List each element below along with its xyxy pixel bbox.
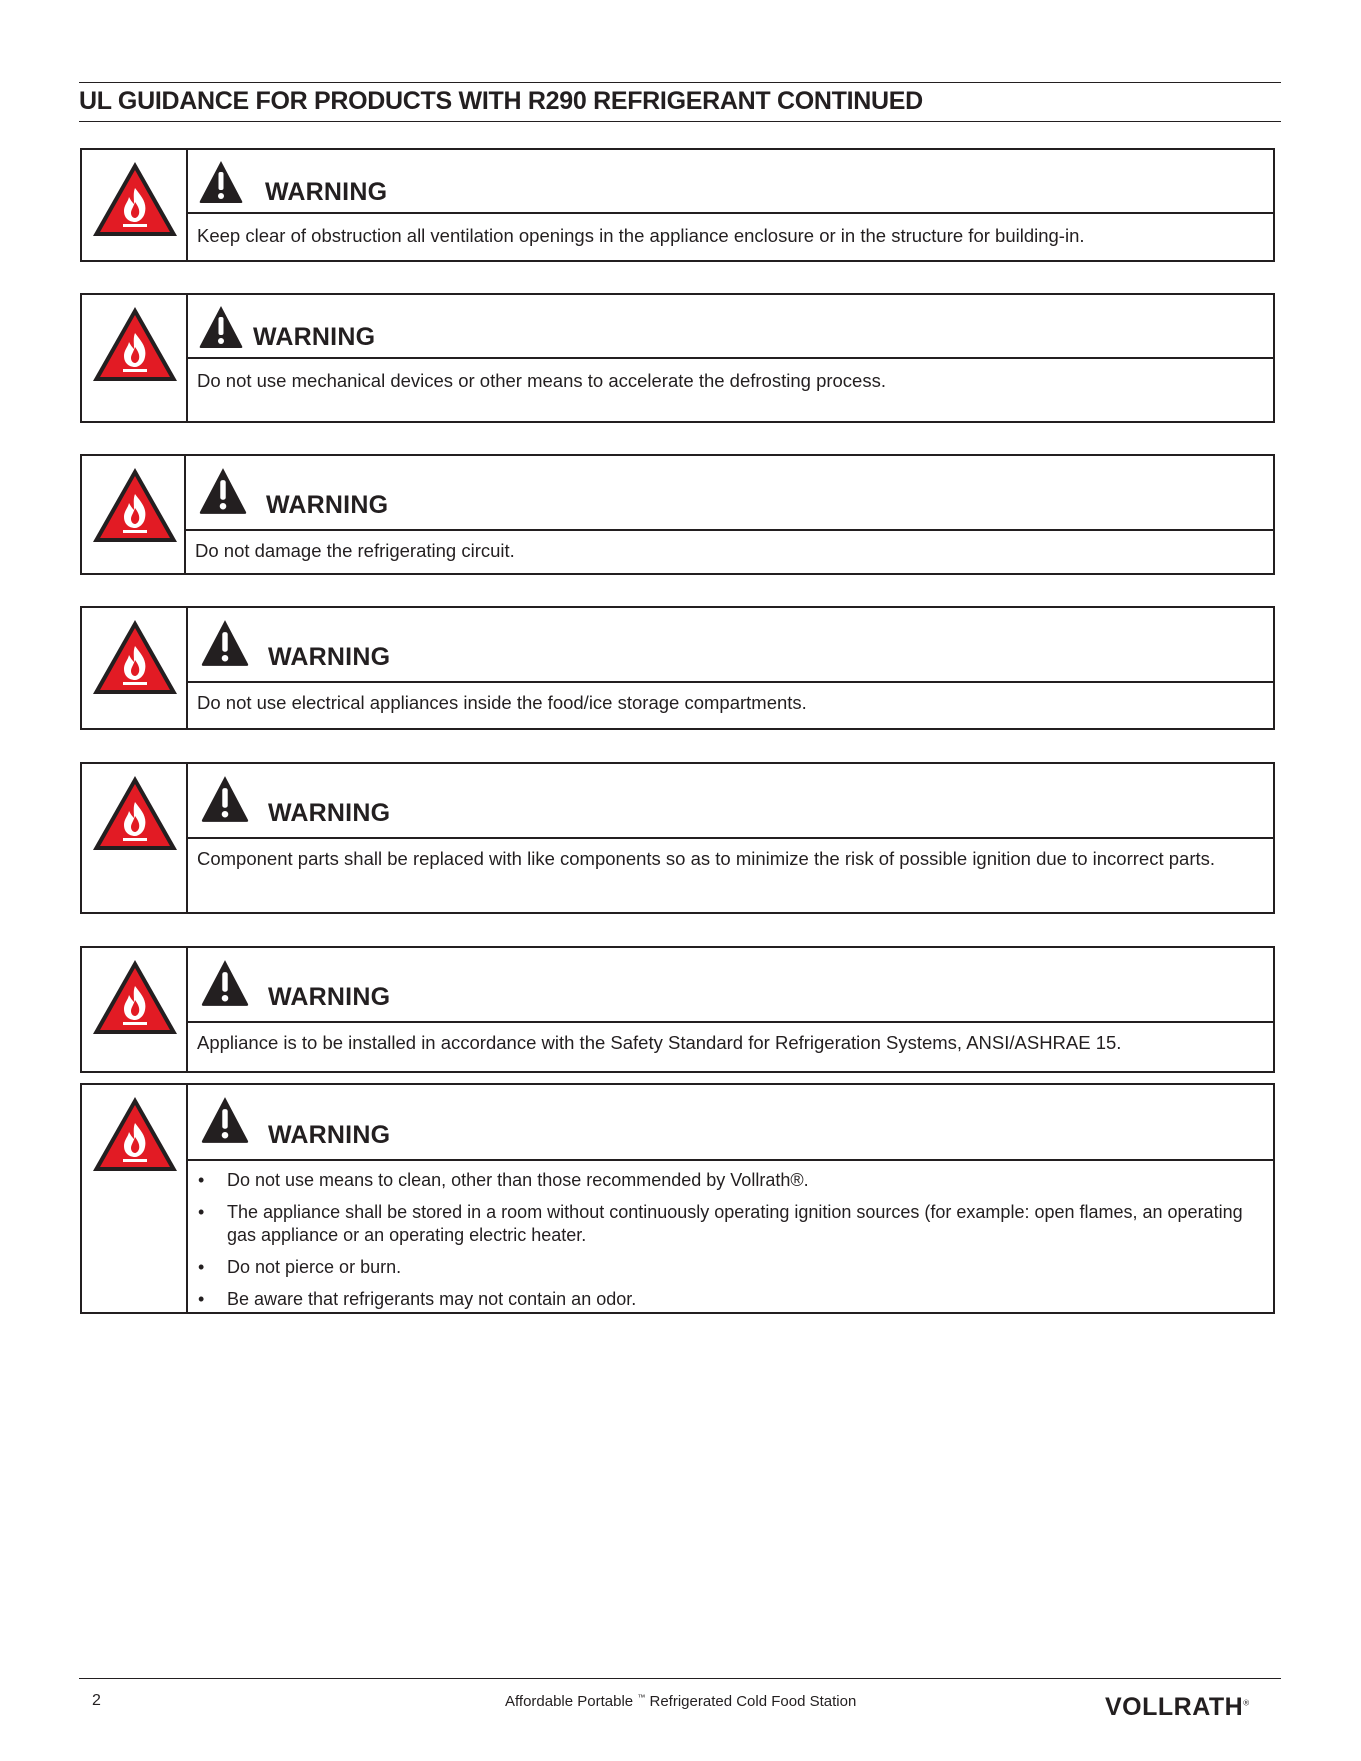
warning-content [188, 764, 1273, 912]
warning-box [80, 293, 1275, 423]
warning-content [188, 1085, 1273, 1312]
hazard-icon-cell [82, 295, 188, 421]
warning-content [188, 948, 1273, 1071]
flammable-hazard-icon [89, 158, 181, 242]
hazard-icon-cell [82, 1085, 188, 1312]
product-suffix: Refrigerated Cold Food Station [649, 1693, 857, 1710]
exclamation-triangle-icon [200, 618, 250, 668]
exclamation-triangle-icon [198, 159, 244, 205]
warning-label: WARNING [266, 491, 389, 519]
warning-box [80, 148, 1275, 262]
page-header [79, 82, 1281, 122]
warning-content [188, 295, 1273, 421]
footer-divider [79, 1678, 1281, 1679]
bullet-icon: • [198, 1289, 205, 1309]
list-item [197, 1288, 1263, 1311]
list-item [197, 1201, 1263, 1247]
warning-text: Do not use mechanical devices or other means to accelerate the defrosting process. [197, 370, 886, 391]
warning-label: WARNING [268, 983, 391, 1011]
warning-bullets [188, 1161, 1273, 1319]
list-item-text: Do not use means to clean, other than those recommended by Vollrath®. [227, 1170, 809, 1190]
warning-label: WARNING [268, 1121, 391, 1149]
footer-product-name [505, 1693, 856, 1710]
warning-header [186, 456, 1273, 531]
warning-label: WARNING [268, 643, 391, 671]
warning-text: Do not damage the refrigerating circuit. [195, 540, 515, 561]
warning-box [80, 946, 1275, 1073]
warning-label: WARNING [268, 799, 391, 827]
bullet-icon: • [198, 1170, 205, 1190]
warning-label: WARNING [253, 323, 376, 351]
warning-label: WARNING [265, 178, 388, 206]
exclamation-triangle-icon [198, 466, 248, 516]
list-item-text: The appliance shall be stored in a room without continuously operating ignition sources (for example: open flames, an operating gas appliance or an operating electric heater. [227, 1202, 1243, 1245]
warning-content [188, 608, 1273, 728]
warning-box [80, 1083, 1275, 1314]
warning-header [188, 1085, 1273, 1161]
flammable-hazard-icon [89, 1093, 181, 1177]
bullet-icon: • [198, 1257, 205, 1277]
bullet-list [197, 1169, 1263, 1311]
flammable-hazard-icon [89, 464, 181, 548]
bullet-icon: • [198, 1202, 205, 1222]
warning-content [186, 456, 1273, 573]
flammable-hazard-icon [89, 616, 181, 700]
list-item [197, 1169, 1263, 1192]
product-name: Affordable Portable [505, 1693, 634, 1710]
hazard-icon-cell [82, 948, 188, 1071]
list-item [197, 1256, 1263, 1279]
flammable-hazard-icon [89, 772, 181, 856]
warning-box [80, 606, 1275, 730]
warning-header [188, 295, 1273, 359]
warning-header [188, 608, 1273, 683]
warning-header [188, 150, 1273, 214]
warning-text: Appliance is to be installed in accordance with the Safety Standard for Refrigeration Systems, ANSI/ASHRAE 15. [197, 1032, 1122, 1053]
list-item-text: Do not pierce or burn. [227, 1257, 402, 1277]
warning-text: Component parts shall be replaced with like components so as to minimize the risk of possible ignition due to incorrect parts. [197, 848, 1216, 869]
exclamation-triangle-icon [200, 958, 250, 1008]
warning-box [80, 454, 1275, 575]
flammable-hazard-icon [89, 956, 181, 1040]
hazard-icon-cell [82, 150, 188, 260]
hazard-icon-cell [82, 764, 188, 912]
exclamation-triangle-icon [200, 1095, 250, 1145]
list-item-text: Be aware that refrigerants may not contain an odor. [227, 1289, 637, 1309]
exclamation-triangle-icon [198, 304, 244, 350]
warning-text: Keep clear of obstruction all ventilation openings in the appliance enclosure or in the structure for building-in. [197, 225, 1085, 246]
warning-header [188, 764, 1273, 839]
vollrath-logo [1105, 1693, 1250, 1722]
warning-text: Do not use electrical appliances inside the food/ice storage compartments. [197, 692, 807, 713]
warning-header [188, 948, 1273, 1023]
trademark-symbol: ™ [637, 1693, 646, 1702]
page-title: UL GUIDANCE FOR PRODUCTS WITH R290 REFRIGERANT CONTINUED [79, 87, 923, 115]
hazard-icon-cell [82, 456, 186, 573]
flammable-hazard-icon [89, 303, 181, 387]
brand-name: VOLLRATH [1105, 1693, 1244, 1721]
registered-mark: ® [1243, 1698, 1250, 1708]
hazard-icon-cell [82, 608, 188, 728]
page-number: 2 [92, 1692, 101, 1709]
exclamation-triangle-icon [200, 774, 250, 824]
warning-content [188, 150, 1273, 260]
warning-box [80, 762, 1275, 914]
